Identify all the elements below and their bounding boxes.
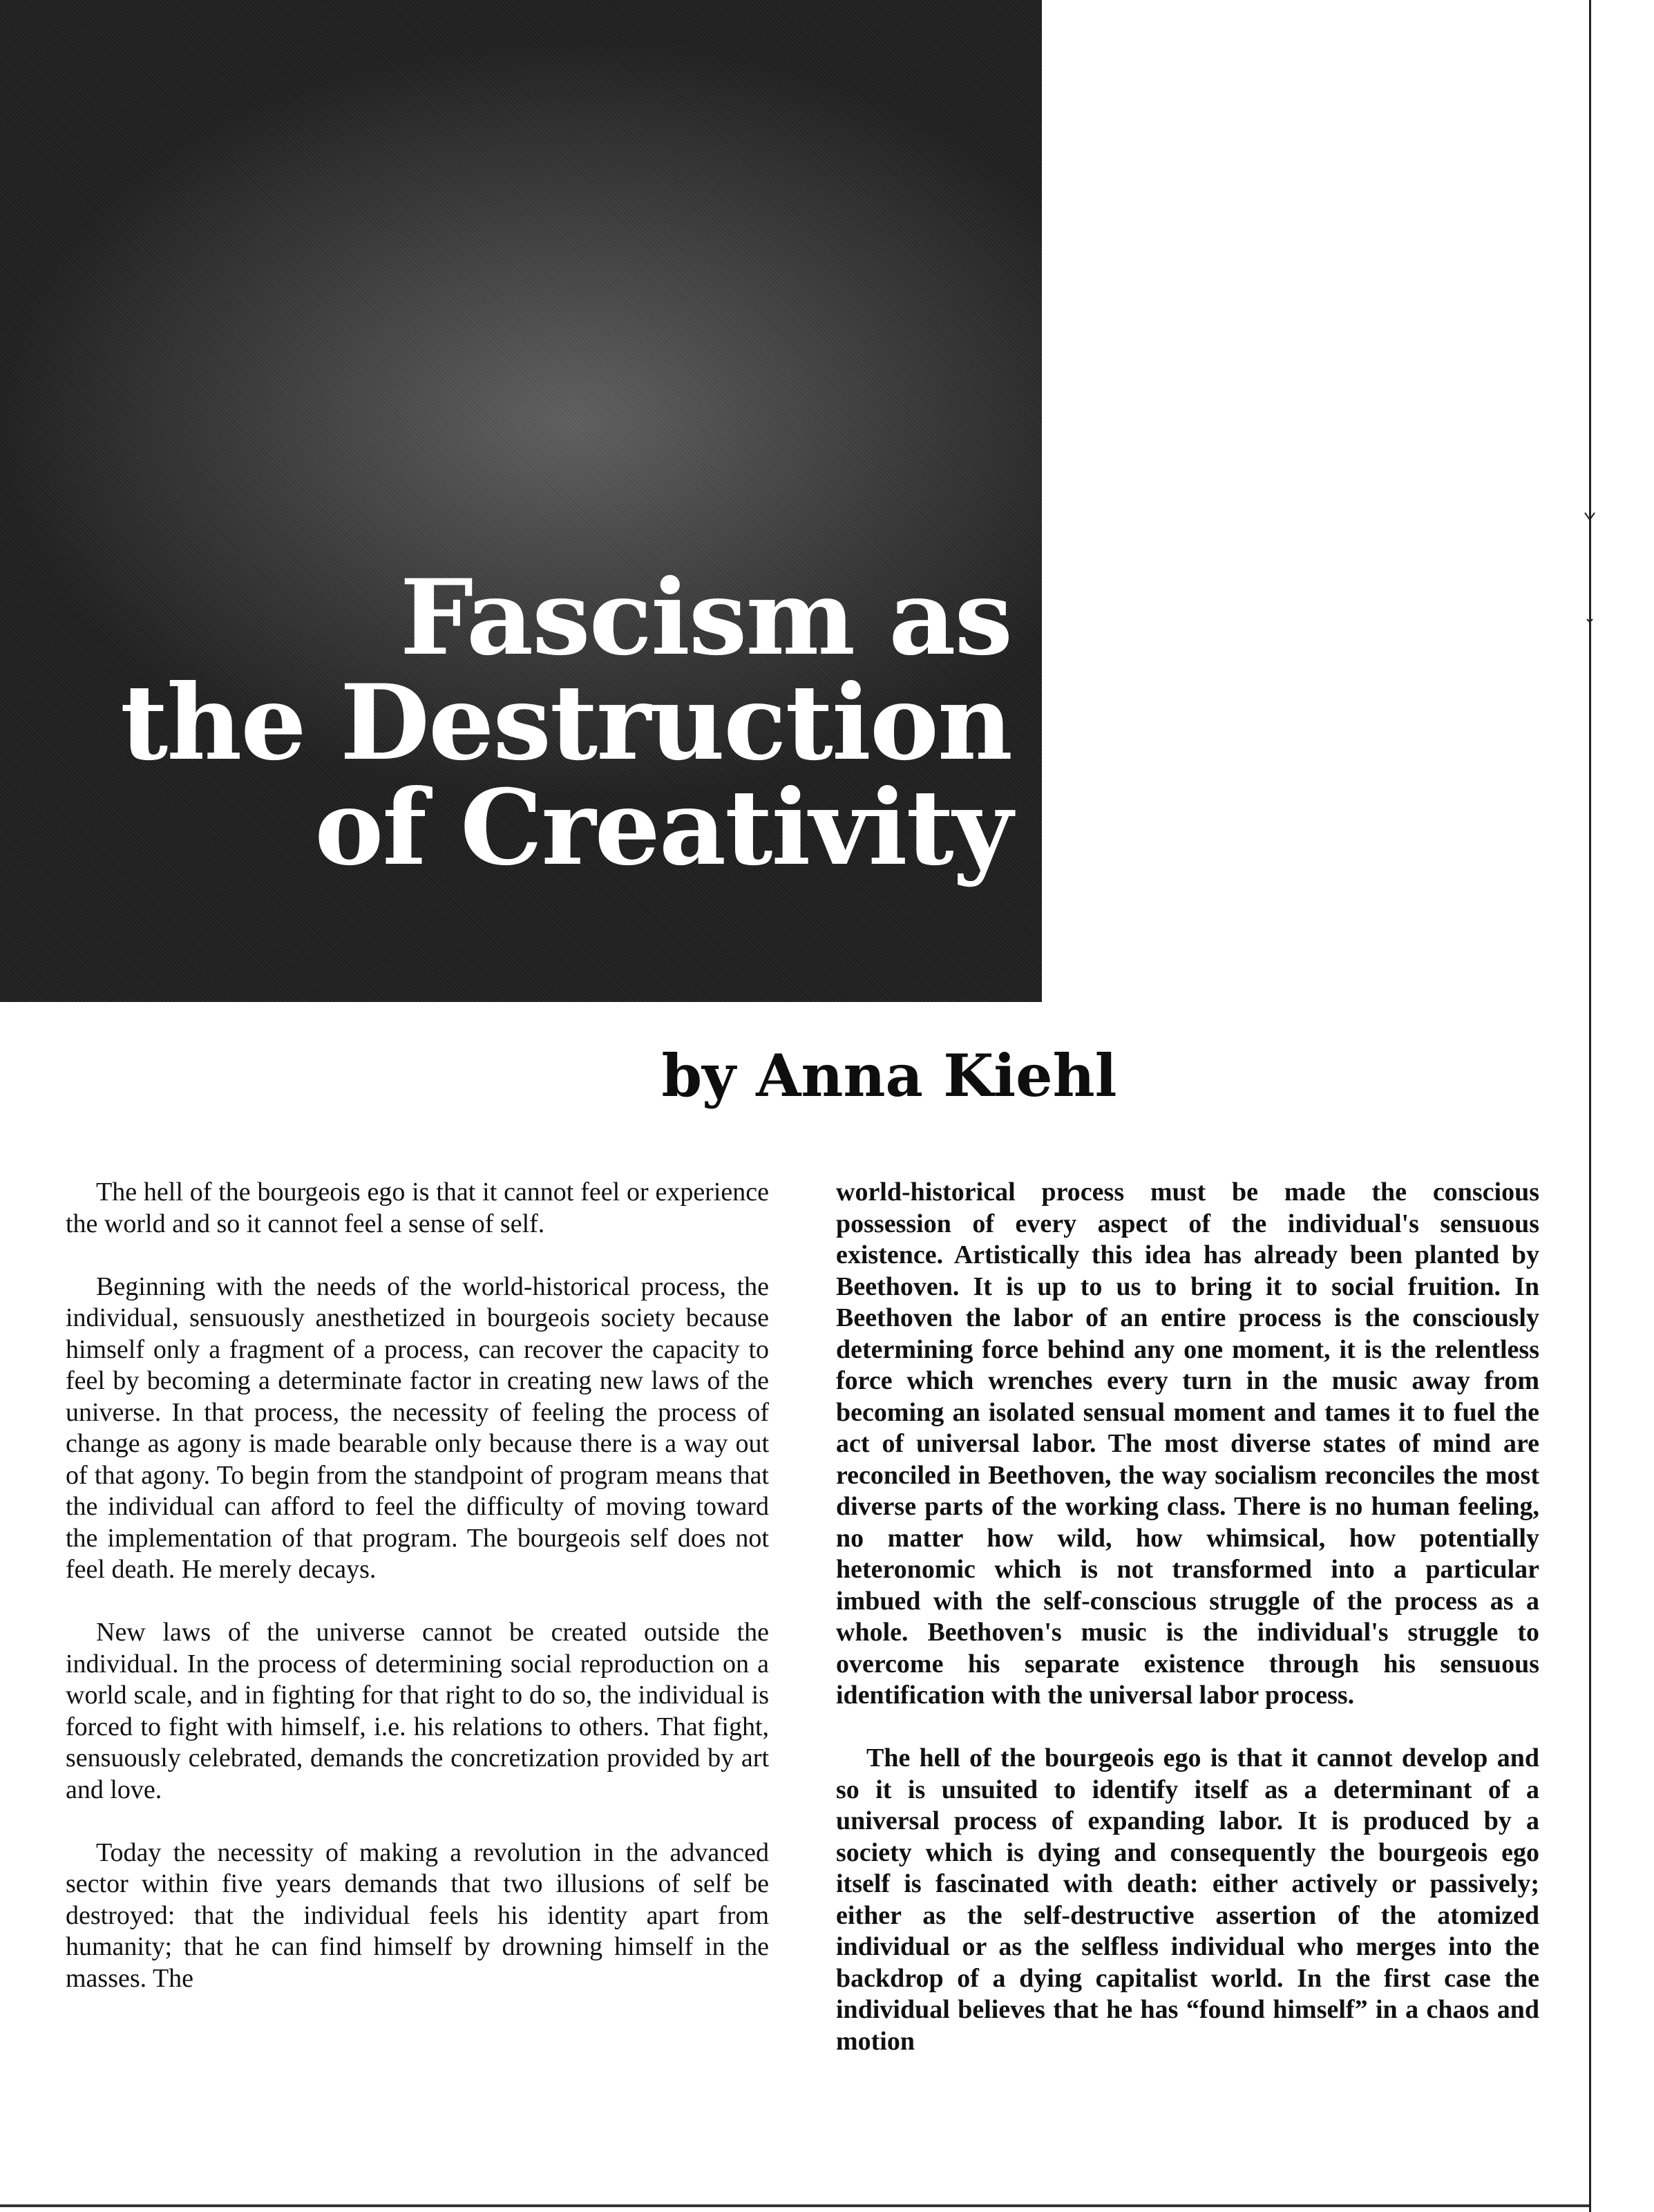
title-line-1: Fascism as — [399, 557, 1011, 679]
page-edge-line — [1589, 0, 1591, 2212]
edge-tick-mark — [1584, 611, 1596, 627]
byline: by Anna Kiehl — [661, 1041, 1117, 1110]
left-paragraph-4: Today the necessity of making a revolution in the advanced sector within five years demands that two illusions of self be destroyed: that the individual feels his identity apart from humanity; that he can find himself by drowning himself in the masses. The — [66, 1837, 769, 1993]
article-title — [120, 557, 1011, 889]
left-paragraph-1: The hell of the bourgeois ego is that it cannot feel or experience the world and so it cannot feel a sense of self. — [66, 1178, 769, 1238]
title-line-2: the Destruction — [120, 662, 1011, 784]
title-photo-panel — [0, 0, 1042, 1002]
right-column — [836, 1177, 1539, 2089]
right-paragraph-1: world-historical process must be made the conscious possession of every aspect of the individual's sensuous existence. Artistically this idea has already been planted by Beethoven. It is up to us to bring it to social fruition. In Beethoven the labor of an entire process is the consciously determining force behind any one moment, it is the relentless force which wrenches every turn in the music away from becoming an isolated sensual moment and tames it to fuel the act of universal labor. The most diverse states of mind are reconciled in Beethoven, the way socialism reconciles the most diverse parts of the working class. There is no human feeling, no matter how wild, how whimsical, how potentially heteronomic which is not transformed into a particular imbued with the self-conscious struggle of the process as a whole. Beethoven's music is the individual's struggle to overcome his separate existence through his sensuous identification with the universal labor process. — [836, 1178, 1539, 1710]
left-column — [66, 1177, 769, 2026]
left-paragraph-3: New laws of the universe cannot be created outside the individual. In the process of determining social reproduction on a world scale, and in fighting for that right to do so, the individual is forced to fight with himself, i.e. his relations to others. That fight, sensuously celebrated, demands the concretization provided by art and love. — [66, 1618, 769, 1804]
left-paragraph-2: Beginning with the needs of the world-historical process, the individual, sensuously anesthetized in bourgeois society because himself only a fragment of a process, can recover the capacity to feel by becoming a determinate factor in creating new laws of the universe. In that process, the necessity of feeling the process of change as agony is made bearable only because there is a way out of that agony. To begin from the standpoint of program means that the individual can afford to feel the difficulty of moving toward the implementation of that program. The bourgeois self does not feel death. He merely decays. — [66, 1272, 769, 1584]
right-paragraph-2: The hell of the bourgeois ego is that it cannot develop and so it is unsuited to identify itself as a determinant of a universal process of expanding labor. It is produced by a society which is dying and consequently the bourgeois ego itself is fascinated with death: either actively or passively; either as the self-destructive assertion of the atomized individual or as the selfless individual who merges into the backdrop of a dying capitalist world. In the first case the individual believes that he has “found himself” in a chaos and motion — [836, 1743, 1539, 2056]
title-line-3: of Creativity — [314, 767, 1011, 889]
bottom-rule — [0, 2204, 1589, 2207]
edge-tick-mark — [1584, 510, 1596, 527]
